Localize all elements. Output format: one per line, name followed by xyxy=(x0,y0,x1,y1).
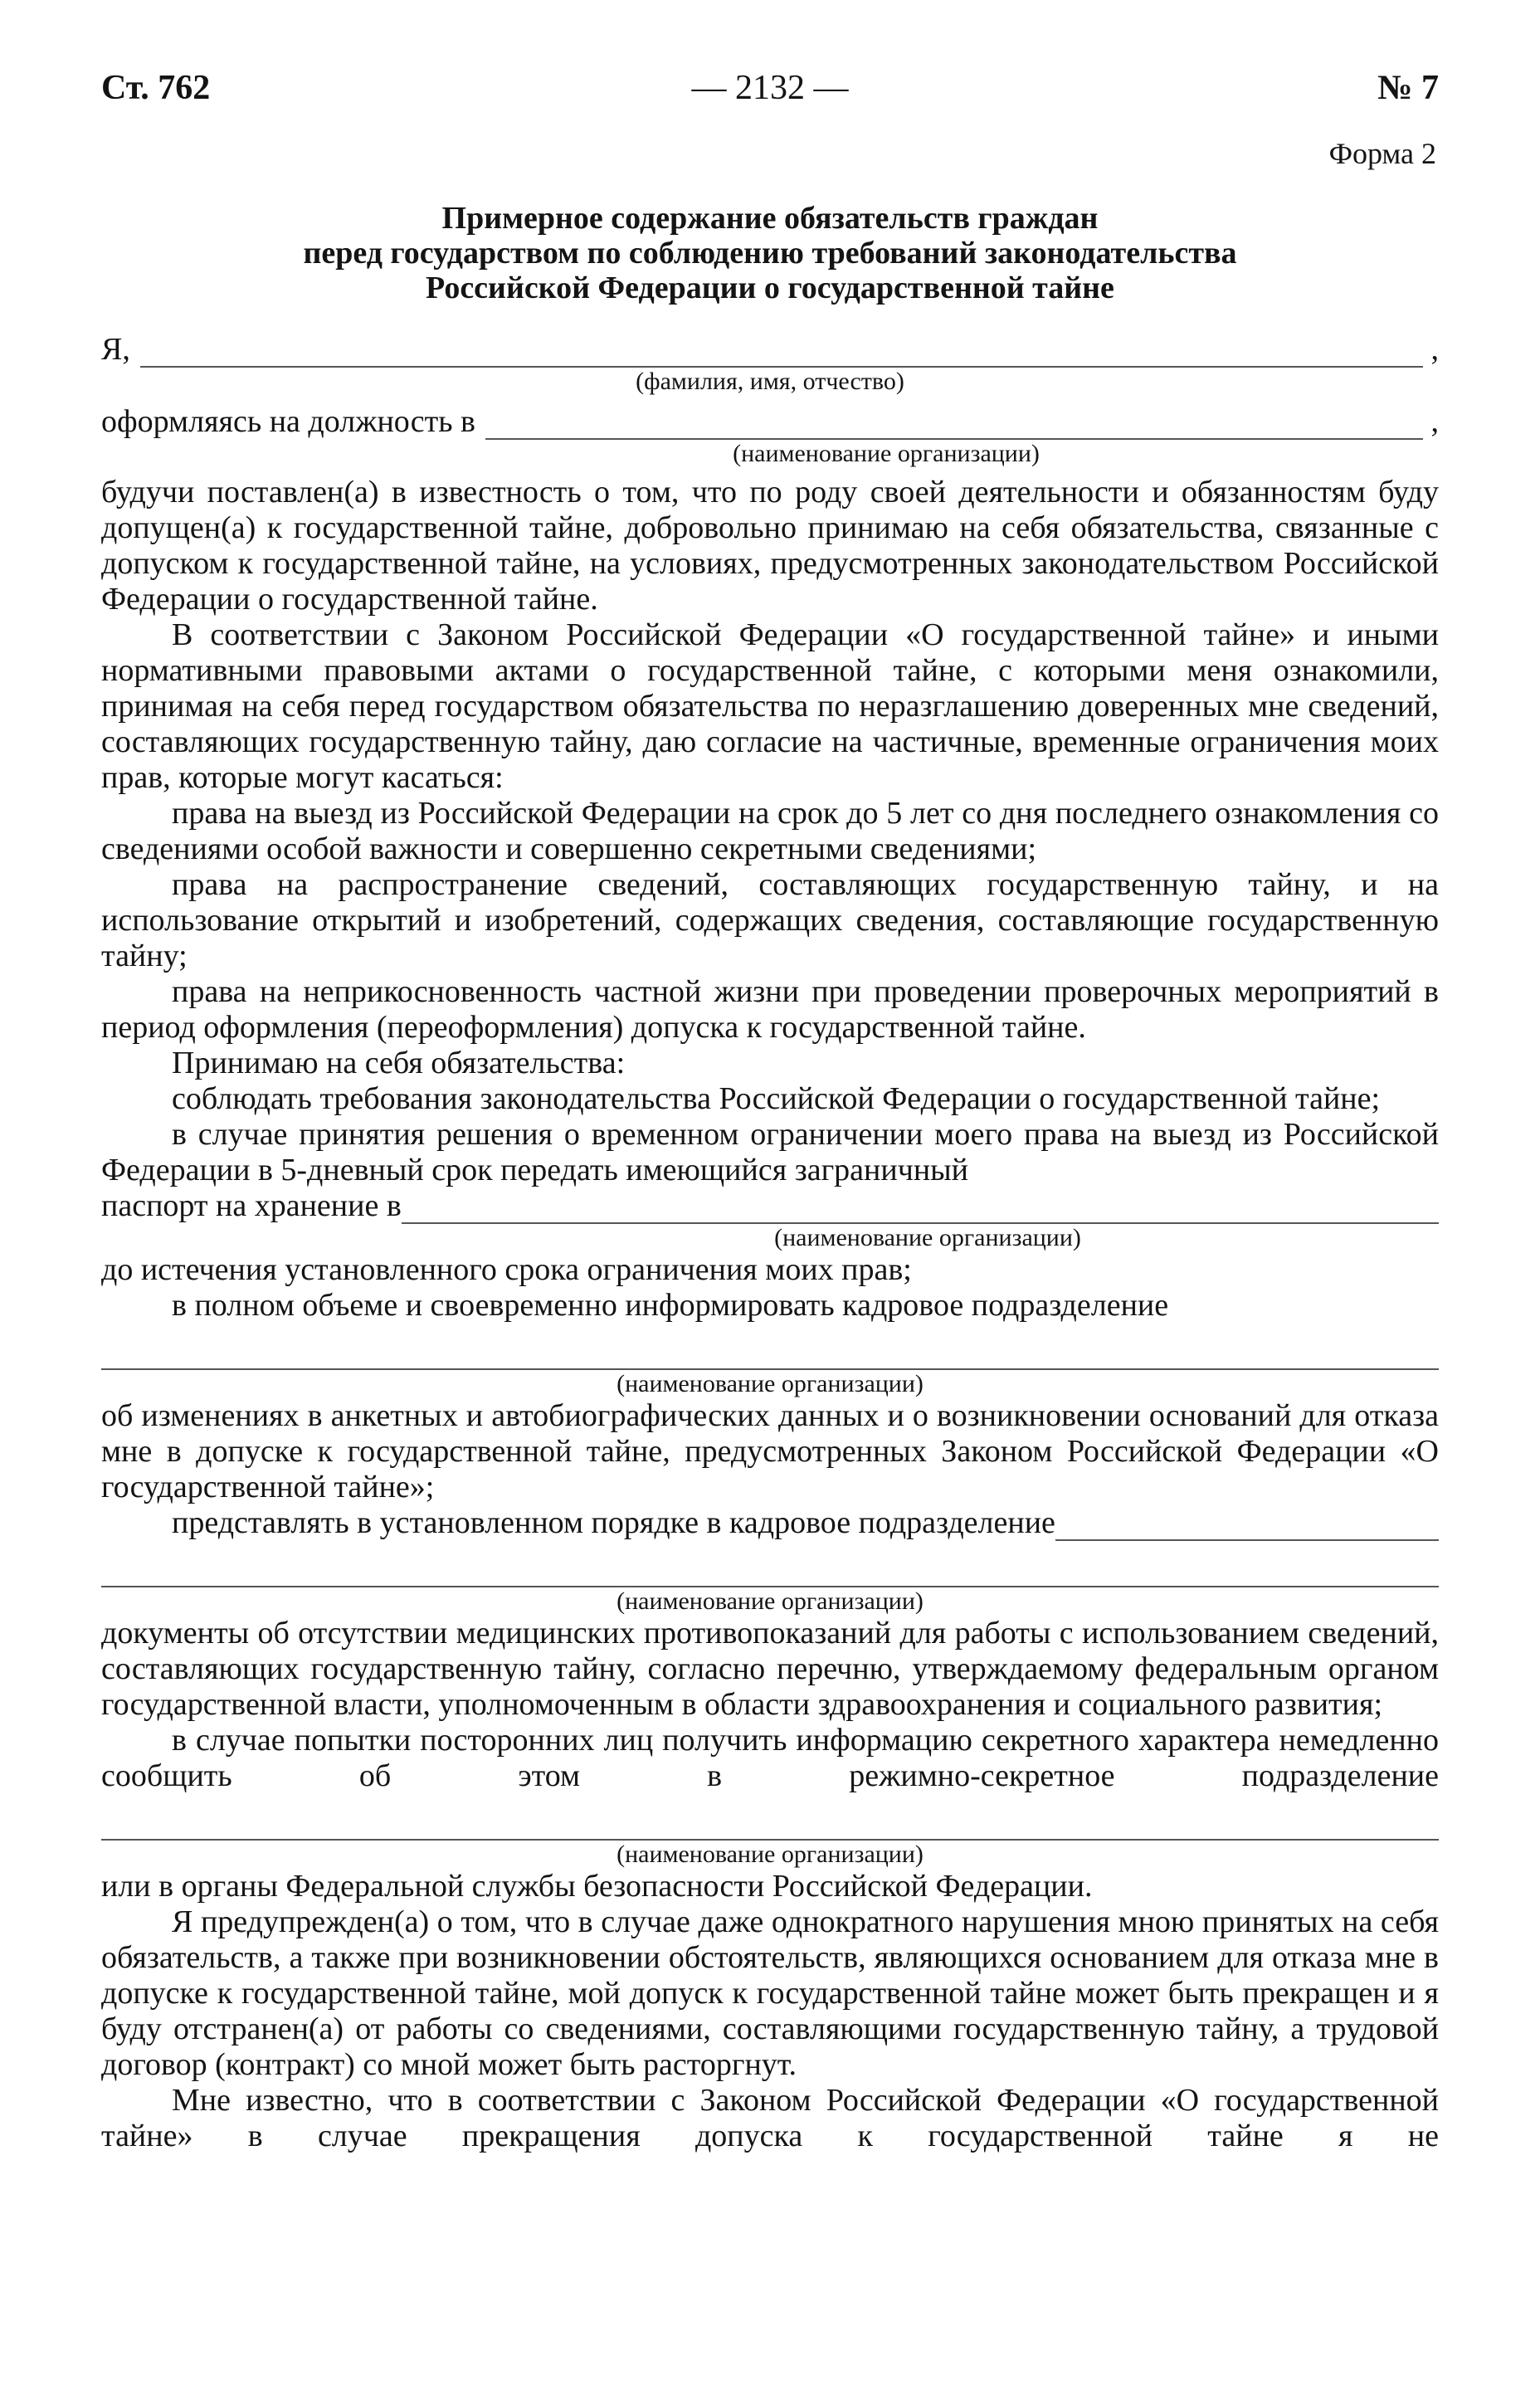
name-caption: (фамилия, имя, отчество) xyxy=(636,368,904,395)
organization-caption: (наименование организации) xyxy=(616,1370,924,1397)
organization-input-line[interactable] xyxy=(101,1814,1439,1841)
paragraph: документы об отсутствии медицинских противопоказаний для работы с использованием сведений, составляющих государственную тайну, согласно перечню, утверждаемому федеральным органом государственной власти, уполномоченным в области здравоохранения и социального развития; xyxy=(101,1616,1439,1722)
paragraph: соблюдать требования законодательства Российской Федерации о государственной тайне; xyxy=(172,1081,1381,1116)
paragraph: в случае попытки посторонних лиц получить информацию секретного характера немедленно сообщить об этом в режимно-секретное подразделение xyxy=(101,1723,1439,1793)
paragraph: в случае принятия решения о временном ограничении моего права на выезд из Российской Федерации в 5-дневный срок передать имеющийся заграничный xyxy=(101,1117,1439,1187)
organization-input-line[interactable] xyxy=(402,1197,1439,1224)
paragraph: права на распространение сведений, составляющих государственную тайну, и на использование открытий и изобретений, содержащих сведения, составляющие государственную тайну; xyxy=(101,867,1439,973)
paragraph: Мне известно, что в соответствии с Законом Российской Федерации «О государственной тайне» в случае прекращения допуска к государственной тайне я не xyxy=(101,2083,1439,2153)
organization-input-line[interactable] xyxy=(485,413,1423,440)
title-line: Примерное содержание обязательств граждан xyxy=(441,201,1099,236)
position-field-block xyxy=(101,404,1439,468)
title-line: Российской Федерации о государственной тайне xyxy=(426,271,1114,305)
paragraph: В соответствии с Законом Российской Федерации «О государственной тайне» и иными нормативными правовыми актами о государственной тайне, с которыми меня ознакомили, принимая на себя перед государством обязательства по неразглашению доверенных мне сведений, составляющих государственную тайну, даю согласие на частичные, временные ограничения моих прав, которые могут касаться: xyxy=(101,617,1439,795)
paragraph: до истечения установленного срока ограничения моих прав; xyxy=(101,1252,912,1287)
paragraph: будучи поставлен(а) в известность о том, что по роду своей деятельности и обязанностям буду допущен(а) к государственной тайне, добровольно принимаю на себя обязательства, связанные с допуском к государственной тайне, на условиях, предусмотренных законодательством Российской Федерации о государственной тайне. xyxy=(101,475,1439,617)
paragraph: права на неприкосновенность частной жизни при проведении проверочных мероприятий в период оформления (переоформления) допуска к государственной тайне. xyxy=(101,974,1439,1045)
title-line: перед государством по соблюдению требований законодательства xyxy=(303,236,1237,271)
paragraph: в полном объеме и своевременно информировать кадровое подразделение xyxy=(172,1288,1169,1323)
organization-caption: (наименование организации) xyxy=(733,440,1040,467)
form-label: Форма 2 xyxy=(1328,137,1436,170)
document-body xyxy=(101,475,1439,2154)
passport-prefix: паспорт на хранение в xyxy=(101,1188,402,1223)
paragraph: Я предупрежден(а) о том, что в случае даже однократного нарушения мною принятых на себя обязательств, а также при возникновении обстоятельств, являющихся основанием для отказа мне в допуске к государственной тайне, мой допуск к государственной тайне может быть прекращен и я буду отстранен(а) от работы со сведениями, составляющими государственную тайну, а трудовой договор (контракт) со мной может быть расторгнут. xyxy=(101,1904,1439,2082)
document-title xyxy=(101,201,1439,305)
paragraph: права на выезд из Российской Федерации на срок до 5 лет со дня последнего ознакомления со сведениями особой важности и совершенно секретными сведениями; xyxy=(101,796,1439,866)
ya-label: Я, xyxy=(101,332,130,367)
page-number: — 2132 — xyxy=(691,69,849,107)
comma: , xyxy=(1430,332,1439,367)
paragraph: Принимаю на себя обязательства: xyxy=(172,1046,626,1080)
paragraph: об изменениях в анкетных и автобиографических данных и о возникновении оснований для отказа мне в допуске к государственной тайне, предусмотренных Законом Российской Федерации «О государственной тайне»; xyxy=(101,1398,1439,1504)
name-field-block xyxy=(101,332,1439,396)
comma: , xyxy=(1430,404,1439,439)
paragraph: или в органы Федеральной службы безопасности Российской Федерации. xyxy=(101,1869,1093,1904)
organization-caption: (наименование организации) xyxy=(616,1587,924,1615)
organization-input-line[interactable] xyxy=(1055,1514,1439,1541)
position-prefix: оформляясь на должность в xyxy=(101,404,475,439)
issue-number: № 7 xyxy=(1377,69,1439,107)
organization-caption: (наименование организации) xyxy=(774,1224,1081,1251)
organization-caption: (наименование организации) xyxy=(616,1841,924,1868)
name-input-line[interactable] xyxy=(140,341,1423,368)
organization-input-line[interactable] xyxy=(101,1561,1439,1587)
article-number: Ст. 762 xyxy=(101,69,211,107)
hr-docs-prefix: представлять в установленном порядке в кадровое подразделение xyxy=(172,1505,1055,1540)
organization-input-line[interactable] xyxy=(101,1343,1439,1370)
